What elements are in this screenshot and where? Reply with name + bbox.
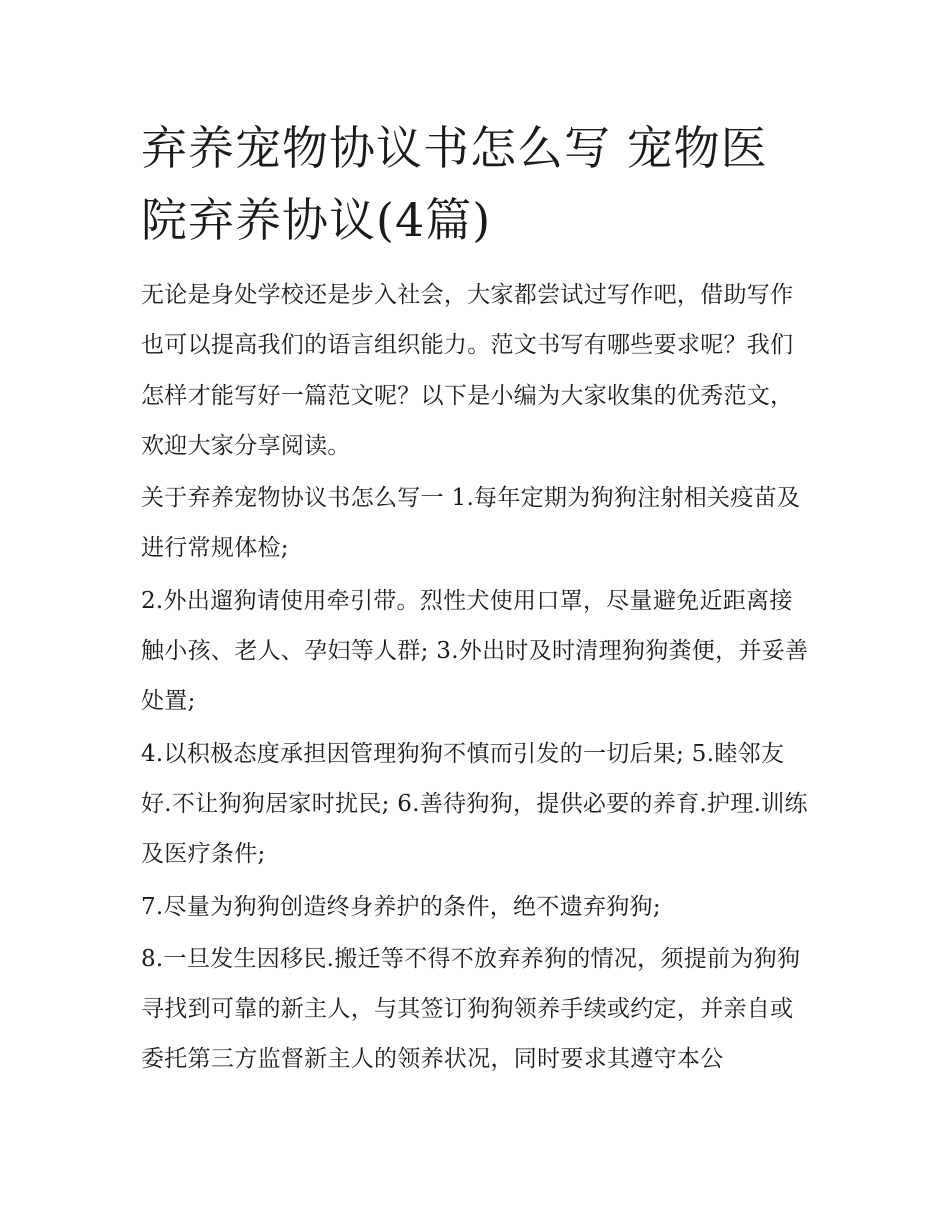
item-paragraph-4: 7.尽量为狗狗创造终身养护的条件，绝不遗弃狗狗; (141, 893, 661, 920)
intro-paragraph: 无论是身处学校还是步入社会，大家都尝试过写作吧，借助写作也可以提高我们的语言组织能力。范文书写有哪些要求呢？我们怎样才能写好一篇范文呢？以下是小编为大家收集的优秀范文，欢迎大家分享阅读。 (141, 282, 794, 459)
item-paragraph-2: 2.外出遛狗请使用牵引带。烈性犬使用口罩，尽量避免近距离接触小孩、老人、孕妇等人群; 3.外出时及时清理狗狗粪便，并妥善处置; (141, 587, 809, 715)
document-page (141, 112, 813, 1087)
item-paragraph-5: 8.一旦发生因移民.搬迁等不得不放弃养狗的情况，须提前为狗狗寻找到可靠的新主人，与其签订狗狗领养手续或约定，并亲自或委托第三方监督新主人的领养状况，同时要求其遵守本公 (141, 945, 801, 1073)
item-paragraph-3: 4.以积极态度承担因管理狗狗不慎而引发的一切后果; 5.睦邻友好.不让狗狗居家时扰民; 6.善待狗狗，提供必要的养育.护理.训练及医疗条件; (141, 740, 808, 868)
item-paragraph-1: 关于弃养宠物协议书怎么写一 1.每年定期为狗狗注射相关疫苗及进行常规体检; (141, 485, 801, 562)
document-title: 弃养宠物协议书怎么写 宠物医院弃养协议(4篇) (141, 121, 768, 247)
